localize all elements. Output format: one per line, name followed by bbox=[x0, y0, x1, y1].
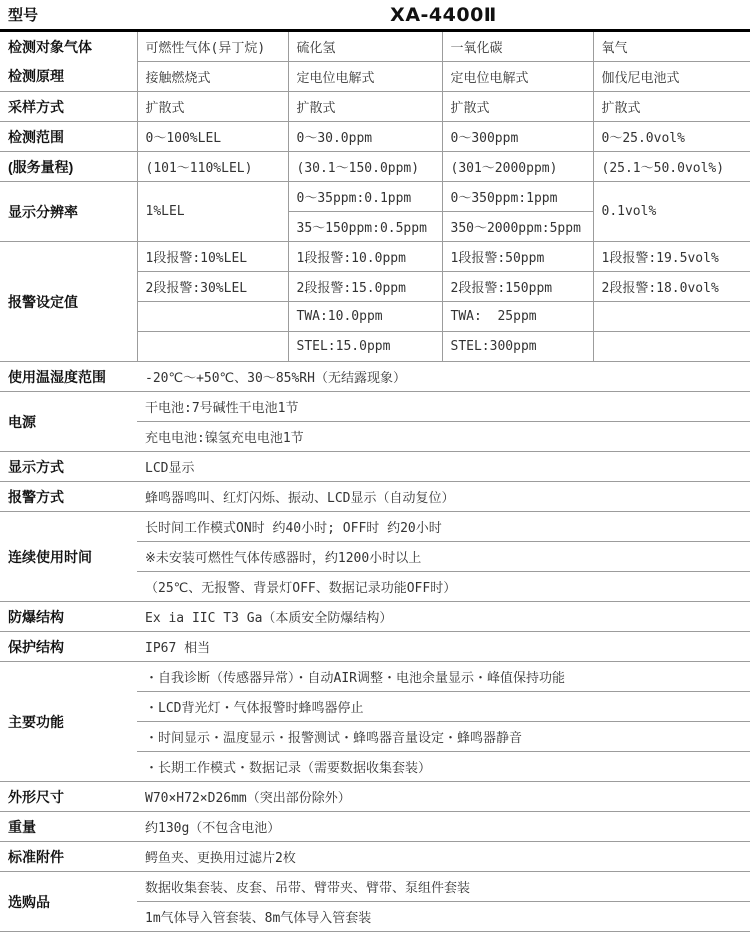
spec-cell: 350～2000ppm:5ppm bbox=[442, 212, 593, 242]
spec-value: ・时间显示・温度显示・报警测试・蜂鸣器音量设定・蜂鸣器静音 bbox=[137, 722, 750, 752]
spec-value: ・长期工作模式・数据记录（需要数据收集套装） bbox=[137, 752, 750, 782]
spec-value: W70×H72×D26mm（突出部份除外） bbox=[137, 782, 750, 812]
label-optional-items: 选购品 bbox=[0, 872, 137, 932]
spec-cell bbox=[593, 332, 750, 362]
table-row bbox=[0, 392, 750, 422]
spec-cell: 1段报警:50ppm bbox=[442, 242, 593, 272]
spec-cell: 2段报警:150ppm bbox=[442, 272, 593, 302]
spec-cell: 0～300ppm bbox=[442, 122, 593, 152]
spec-cell: STEL:15.0ppm bbox=[288, 332, 442, 362]
spec-value: Ex ia IIC T3 Ga（本质安全防爆结构） bbox=[137, 602, 750, 632]
spec-cell: TWA:10.0ppm bbox=[288, 302, 442, 332]
spec-value: 数据收集套装、皮套、吊带、臂带夹、臂带、泵组件套装 bbox=[137, 872, 750, 902]
table-row bbox=[0, 632, 750, 662]
table-row bbox=[0, 242, 750, 272]
spec-cell: 1段报警:10%LEL bbox=[137, 242, 288, 272]
spec-value: 蜂鸣器鸣叫、红灯闪烁、振动、LCD显示（自动复位） bbox=[137, 482, 750, 512]
spec-value: 1m气体导入管套装、8m气体导入管套装 bbox=[137, 902, 750, 932]
label-sampling-method: 采样方式 bbox=[0, 92, 137, 122]
table-row bbox=[0, 362, 750, 392]
spec-table-top bbox=[0, 32, 750, 362]
spec-cell: 35～150ppm:0.5ppm bbox=[288, 212, 442, 242]
spec-value: ・自我诊断（传感器异常）・自动AIR调整・电池余量显示・峰值保持功能 bbox=[137, 662, 750, 692]
label-target-gas: 检测对象气体 bbox=[8, 38, 92, 55]
spec-cell: 1段报警:19.5vol% bbox=[593, 242, 750, 272]
label-dimensions: 外形尺寸 bbox=[0, 782, 137, 812]
spec-cell: (101～110%LEL) bbox=[137, 152, 288, 182]
label-display-method: 显示方式 bbox=[0, 452, 137, 482]
spec-cell: 2段报警:18.0vol% bbox=[593, 272, 750, 302]
table-row bbox=[0, 512, 750, 542]
label-service-range: (服务量程) bbox=[0, 152, 137, 182]
spec-value: 鳄鱼夹、更换用过滤片2枚 bbox=[137, 842, 750, 872]
spec-cell: 0～100%LEL bbox=[137, 122, 288, 152]
label-alarm-method: 报警方式 bbox=[0, 482, 137, 512]
spec-cell: 1%LEL bbox=[137, 182, 288, 242]
label-weight: 重量 bbox=[0, 812, 137, 842]
spec-cell: 接触燃烧式 bbox=[137, 62, 288, 92]
table-row bbox=[0, 92, 750, 122]
spec-value: 约130g（不包含电池） bbox=[137, 812, 750, 842]
spec-cell bbox=[137, 332, 288, 362]
label-main-functions: 主要功能 bbox=[0, 662, 137, 782]
spec-value: （25℃、无报警、背景灯OFF、数据记录功能OFF时） bbox=[137, 572, 750, 602]
spec-cell: TWA: 25ppm bbox=[442, 302, 593, 332]
table-row bbox=[0, 842, 750, 872]
spec-value: -20℃～+50℃、30～85%RH（无结露现象） bbox=[137, 362, 750, 392]
spec-cell: 扩散式 bbox=[593, 92, 750, 122]
table-row bbox=[0, 782, 750, 812]
spec-value: LCD显示 bbox=[137, 452, 750, 482]
model-header bbox=[0, 0, 750, 32]
table-row bbox=[0, 602, 750, 632]
model-number: XA-4400Ⅱ bbox=[390, 3, 497, 26]
spec-cell: 0～350ppm:1ppm bbox=[442, 182, 593, 212]
spec-cell: 扩散式 bbox=[442, 92, 593, 122]
spec-value: 干电池:7号碱性干电池1节 bbox=[137, 392, 750, 422]
spec-cell: 一氧化碳 bbox=[442, 32, 593, 62]
spec-cell: 硫化氢 bbox=[288, 32, 442, 62]
spec-table-bottom bbox=[0, 362, 750, 932]
spec-cell: 伽伐尼电池式 bbox=[593, 62, 750, 92]
spec-cell: 1段报警:10.0ppm bbox=[288, 242, 442, 272]
table-row bbox=[0, 62, 750, 92]
spec-cell: STEL:300ppm bbox=[442, 332, 593, 362]
table-row bbox=[0, 662, 750, 692]
spec-cell: 2段报警:30%LEL bbox=[137, 272, 288, 302]
label-power: 电源 bbox=[0, 392, 137, 452]
spec-value: 充电电池:镍氢充电电池1节 bbox=[137, 422, 750, 452]
spec-cell: 2段报警:15.0ppm bbox=[288, 272, 442, 302]
spec-cell: 定电位电解式 bbox=[442, 62, 593, 92]
spec-cell: 扩散式 bbox=[288, 92, 442, 122]
table-row bbox=[0, 452, 750, 482]
spec-cell: 定电位电解式 bbox=[288, 62, 442, 92]
table-row bbox=[0, 32, 750, 62]
spec-cell: 氧气 bbox=[593, 32, 750, 62]
label-protection-class: 保护结构 bbox=[0, 632, 137, 662]
spec-cell: 0～35ppm:0.1ppm bbox=[288, 182, 442, 212]
model-label: 型号 bbox=[8, 6, 39, 24]
spec-value: 长时间工作模式ON时 约40小时; OFF时 约20小时 bbox=[137, 512, 750, 542]
label-explosion-proof: 防爆结构 bbox=[0, 602, 137, 632]
spec-cell: 0～30.0ppm bbox=[288, 122, 442, 152]
table-row bbox=[0, 152, 750, 182]
spec-cell: 可燃性气体(异丁烷) bbox=[137, 32, 288, 62]
label-alarm-setpoints: 报警设定值 bbox=[0, 242, 137, 362]
spec-cell bbox=[593, 302, 750, 332]
spec-value: ※未安装可燃性气体传感器时，约1200小时以上 bbox=[137, 542, 750, 572]
label-detection-range: 检测范围 bbox=[0, 122, 137, 152]
label-display-resolution: 显示分辨率 bbox=[0, 182, 137, 242]
spec-value: IP67 相当 bbox=[137, 632, 750, 662]
table-row bbox=[0, 482, 750, 512]
spec-cell: (301～2000ppm) bbox=[442, 152, 593, 182]
table-row bbox=[0, 872, 750, 902]
spec-cell: (30.1～150.0ppm) bbox=[288, 152, 442, 182]
spec-value: ・LCD背光灯・气体报警时蜂鸣器停止 bbox=[137, 692, 750, 722]
spec-cell: 0～25.0vol% bbox=[593, 122, 750, 152]
spec-cell: (25.1～50.0vol%) bbox=[593, 152, 750, 182]
spec-cell: 扩散式 bbox=[137, 92, 288, 122]
spec-cell bbox=[137, 302, 288, 332]
label-continuous-operation: 连续使用时间 bbox=[0, 512, 137, 602]
table-row bbox=[0, 182, 750, 212]
label-detection-principle: 检测原理 bbox=[0, 62, 137, 92]
table-row bbox=[0, 122, 750, 152]
label-operating-temp-humidity: 使用温湿度范围 bbox=[0, 362, 137, 392]
spec-cell: 0.1vol% bbox=[593, 182, 750, 242]
label-standard-accessories: 标准附件 bbox=[0, 842, 137, 872]
table-row bbox=[0, 812, 750, 842]
